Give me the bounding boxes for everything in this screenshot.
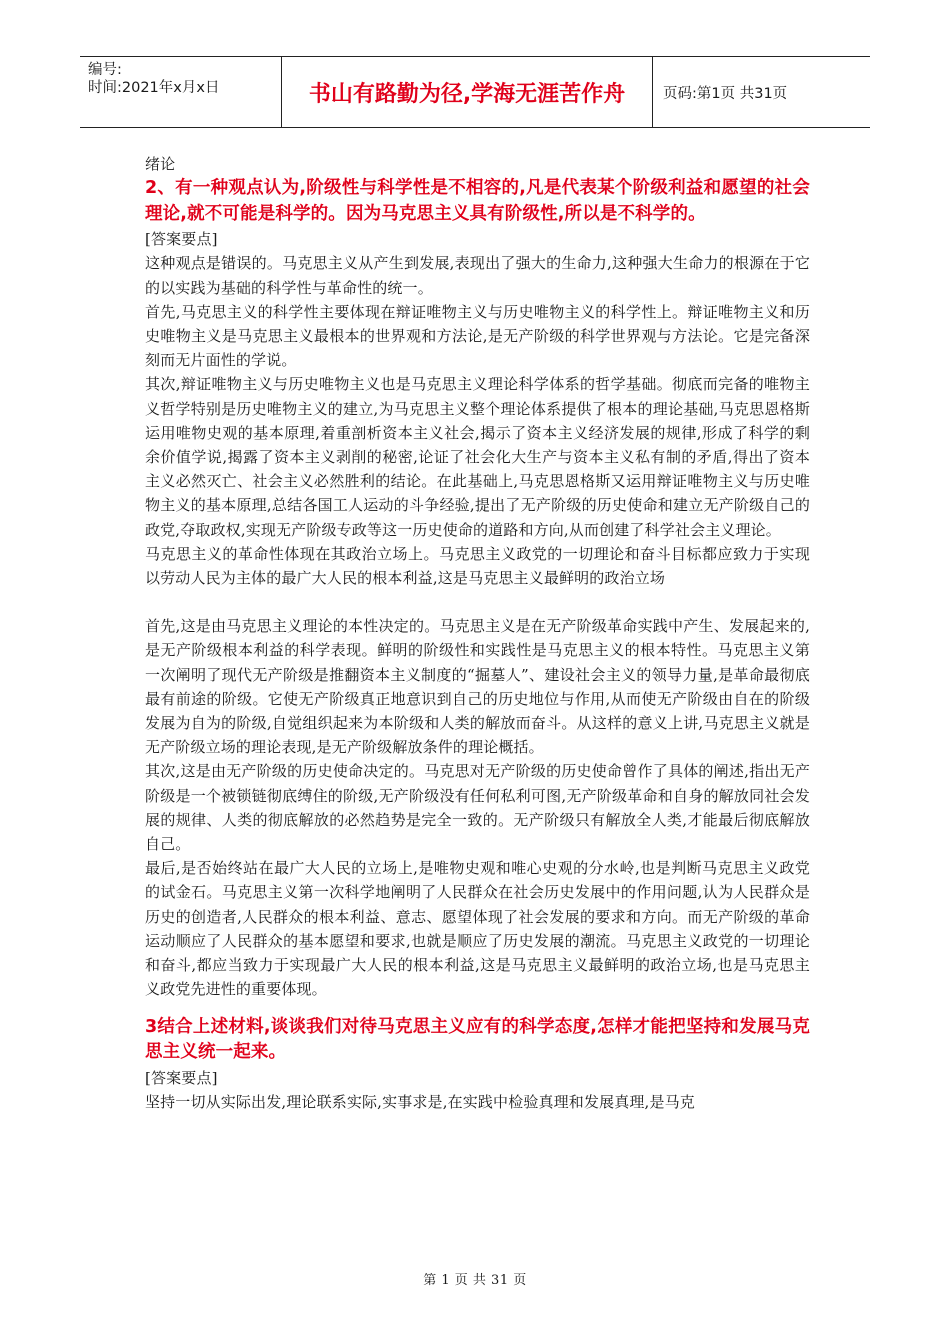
paragraph: 其次,这是由无产阶级的历史使命决定的。马克思对无产阶级的历史使命曾作了具体的阐述,指出无产阶级是一个被锁链彻底缚住的阶级,无产阶级没有任何私利可图,无产阶级革命和自身的解放同社会发展的规律、人类的彻底解放的必然趋势是完全一致的。无产阶级只有解放全人类,才能最后彻底解放自己。: [145, 762, 810, 854]
paragraph: 首先,马克思主义的科学性主要体现在辩证唯物主义与历史唯物主义的科学性上。辩证唯物主义和历史唯物主义是马克思主义最根本的世界观和方法论,是无产阶级的科学世界观与方法论。它是完备深刻而无片面性的学说。: [145, 302, 810, 370]
header-page-info: 页码:第1页 共31页: [663, 85, 788, 102]
paragraph: 首先,这是由马克思主义理论的本性决定的。马克思主义是在无产阶级革命实践中产生、发展起来的,是无产阶级根本利益的科学表现。鲜明的阶级性和实践性是马克思主义的根本特性。马克思主义第一次阐明了现代无产阶级是推翻资本主义制度的“掘墓人”、建设社会主义的领导力量,是革命最彻底最有前途的阶级。它使无产阶级真正地意识到自己的历史地位与作用,从而使无产阶级由自在的阶级发展为自为的阶级,自觉组织起来为本阶级和人类的解放而奋斗。从这样的意义上讲,马克思主义就是无产阶级立场的理论表现,是无产阶级解放条件的理论概括。: [145, 617, 810, 757]
page-footer: 第 1 页 共 31 页: [423, 1273, 527, 1288]
answer-label: [答案要点]: [145, 230, 218, 249]
document-time-label: 时间:2021年x月x日: [88, 80, 220, 96]
document-number-label: 编号:: [88, 62, 122, 78]
page-header: [80, 56, 870, 128]
answer-label: [答案要点]: [145, 1068, 218, 1087]
paragraph: 坚持一切从实际出发,理论联系实际,实事求是,在实践中检验真理和发展真理,是马克: [145, 1092, 695, 1111]
question-2: 2、有一种观点认为,阶级性与科学性是不相容的,凡是代表某个阶级利益和愿望的社会理论,就不可能是科学的。因为马克思主义具有阶级性,所以是不科学的。: [145, 178, 810, 224]
spacer: [145, 590, 810, 614]
header-motto: 书山有路勤为径,学海无涯苦作舟: [281, 57, 653, 127]
paragraph: 其次,辩证唯物主义与历史唯物主义也是马克思主义理论科学体系的哲学基础。彻底而完备的唯物主义哲学特别是历史唯物主义的建立,为马克思主义整个理论体系提供了根本的理论基础,马克思恩格斯运用唯物史观的基本原理,着重剖析资本主义社会,揭示了资本主义经济发展的规律,形成了科学的剩余价值学说,揭露了资本主义剥削的秘密,论证了社会化大生产与资本主义私有制的矛盾,得出了资本主义必然灭亡、社会主义必然胜利的结论。在此基础上,马克思恩格斯又运用辩证唯物主义与历史唯物主义的基本原理,总结各国工人运动的斗争经验,提出了无产阶级的历史使命和建立无产阶级自己的政党,夺取政权,实现无产阶级专政等这一历史使命的道路和方向,从而创建了科学社会主义理论。: [145, 375, 810, 539]
header-meta: [80, 57, 281, 127]
section-title: 绪论: [145, 155, 176, 173]
question-3: 3结合上述材料,谈谈我们对待马克思主义应有的科学态度,怎样才能把坚持和发展马克思主义统一起来。: [145, 1016, 810, 1062]
paragraph: 这种观点是错误的。马克思主义从产生到发展,表现出了强大的生命力,这种强大生命力的根源在于它的以实践为基础的科学性与革命性的统一。: [145, 254, 810, 297]
paragraph: 马克思主义的革命性体现在其政治立场上。马克思主义政党的一切理论和奋斗目标都应致力于实现以劳动人民为主体的最广大人民的根本利益,这是马克思主义最鲜明的政治立场: [145, 544, 810, 588]
document-body: [145, 152, 810, 1114]
spacer: [145, 1002, 810, 1015]
paragraph: 最后,是否始终站在最广大人民的立场上,是唯物史观和唯心史观的分水岭,也是判断马克思主义政党的试金石。马克思主义第一次科学地阐明了人民群众在社会历史发展中的作用问题,认为人民群众是历史的创造者,人民群众的根本利益、意志、愿望体现了社会发展的要求和方向。而无产阶级的革命运动顺应了人民群众的基本愿望和要求,也就是顺应了历史发展的潮流。马克思主义政党的一切理论和奋斗,都应当致力于实现最广大人民的根本利益,这是马克思主义最鲜明的政治立场,也是马克思主义政党先进性的重要体现。: [145, 859, 810, 999]
